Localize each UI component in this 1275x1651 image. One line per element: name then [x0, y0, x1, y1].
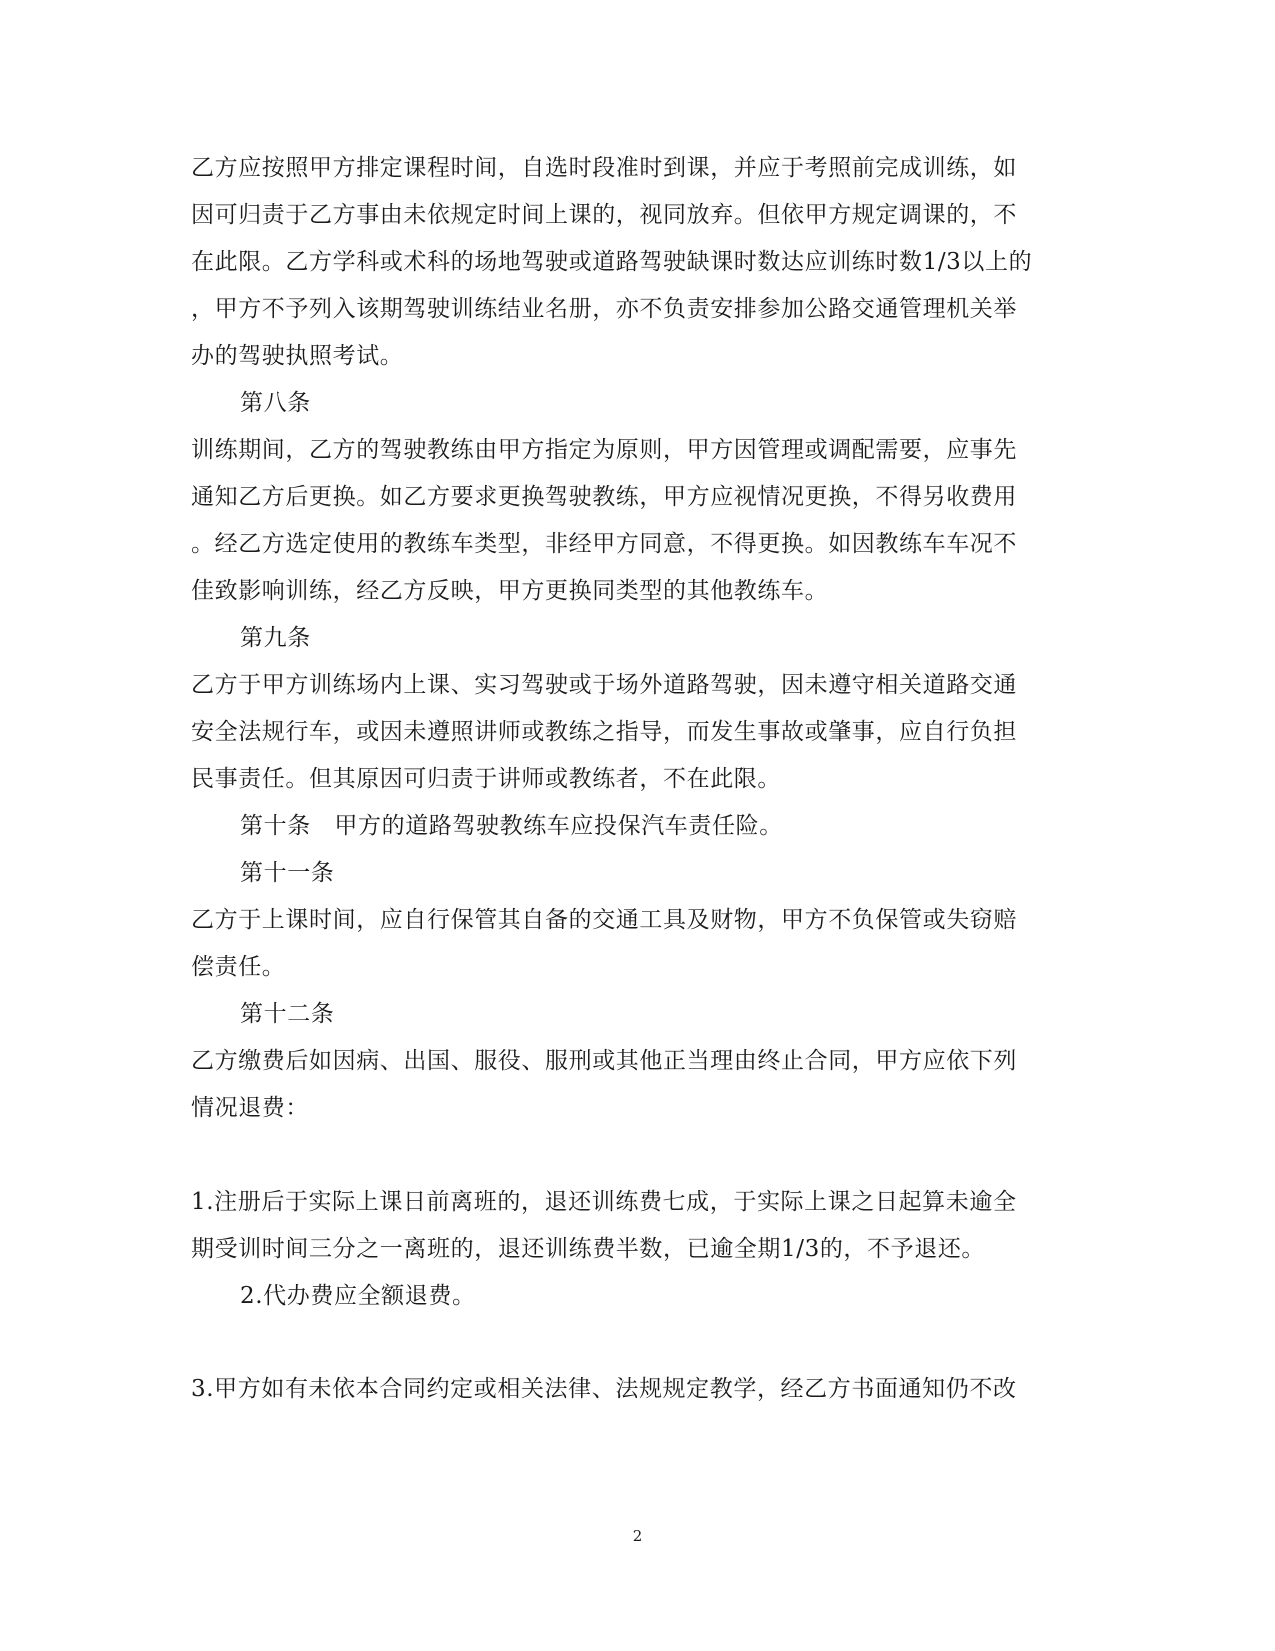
article-heading: 第八条 [240, 390, 311, 416]
body-text-line: 办的驾驶执照考试。 [191, 343, 404, 369]
body-text-line: 。经乙方选定使用的教练车类型，非经甲方同意，不得更换。如因教练车车况不 [191, 531, 1017, 557]
list-item-text: 1.注册后于实际上课日前离班的，退还训练费七成，于实际上课之日起算未逾全 [191, 1189, 1017, 1215]
body-text-line: 因可归责于乙方事由未依规定时间上课的，视同放弃。但依甲方规定调课的，不 [191, 202, 1017, 228]
body-text-line: ，甲方不予列入该期驾驶训练结业名册，亦不负责安排参加公路交通管理机关举 [191, 296, 1017, 322]
list-item-text: 期受训时间三分之一离班的，退还训练费半数，已逾全期1/3的，不予退还。 [191, 1236, 986, 1262]
article-heading: 第十条 甲方的道路驾驶教练车应投保汽车责任险。 [240, 813, 783, 839]
article-heading: 第九条 [240, 625, 311, 651]
body-text-line: 安全法规行车，或因未遵照讲师或教练之指导，而发生事故或肇事，应自行负担 [191, 719, 1017, 745]
body-text-line: 训练期间，乙方的驾驶教练由甲方指定为原则，甲方因管理或调配需要，应事先 [191, 437, 1017, 463]
body-text-line: 乙方于上课时间，应自行保管其自备的交通工具及财物，甲方不负保管或失窃赔 [191, 907, 1017, 933]
body-text-line: 民事责任。但其原因可归责于讲师或教练者，不在此限。 [191, 766, 781, 792]
list-item-text: 2.代办费应全额退费。 [240, 1283, 476, 1309]
body-text-line: 乙方缴费后如因病、出国、服役、服刑或其他正当理由终止合同，甲方应依下列 [191, 1048, 1017, 1074]
body-text-line: 偿责任。 [191, 954, 286, 980]
body-text-line: 在此限。乙方学科或术科的场地驾驶或道路驾驶缺课时数达应训练时数1/3以上的 [191, 249, 1033, 275]
list-item-text: 3.甲方如有未依本合同约定或相关法律、法规规定教学，经乙方书面通知仍不改 [191, 1376, 1017, 1402]
body-text-line: 佳致影响训练，经乙方反映，甲方更换同类型的其他教练车。 [191, 578, 829, 604]
body-text-line: 通知乙方后更换。如乙方要求更换驾驶教练，甲方应视情况更换，不得另收费用 [191, 484, 1017, 510]
article-heading: 第十二条 [240, 1001, 335, 1027]
body-text-line: 乙方应按照甲方排定课程时间，自选时段准时到课，并应于考照前完成训练，如 [191, 155, 1017, 181]
article-heading: 第十一条 [240, 860, 335, 886]
body-text-line: 情况退费： [191, 1095, 309, 1121]
body-text-line: 乙方于甲方训练场内上课、实习驾驶或于场外道路驾驶，因未遵守相关道路交通 [191, 672, 1017, 698]
page-number: 2 [632, 1527, 643, 1545]
